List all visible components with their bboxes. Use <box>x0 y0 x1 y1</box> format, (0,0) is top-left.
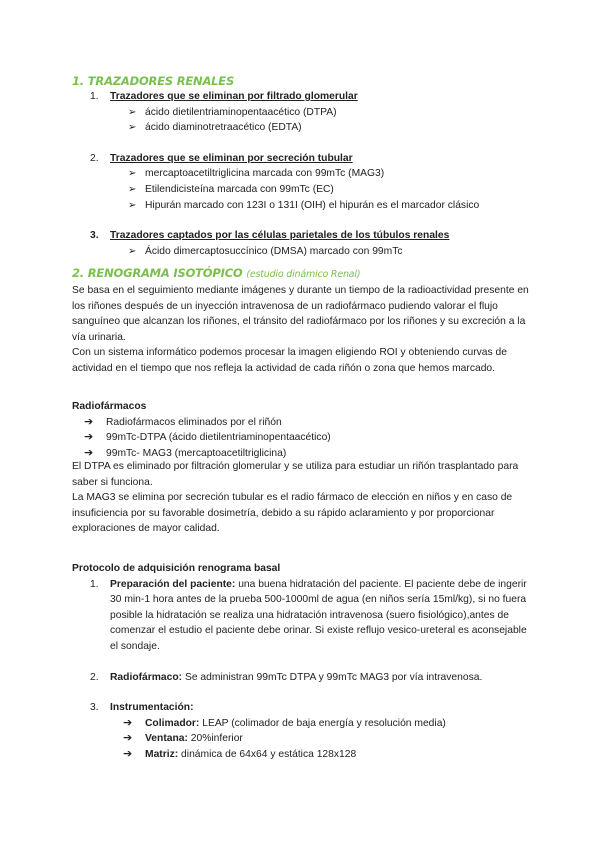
arrowhead-bullet-icon: ➢ <box>128 106 137 118</box>
arrowhead-bullet-icon: ➢ <box>128 168 137 180</box>
item-number: 2. <box>90 671 99 683</box>
paragraph: Con un sistema informático podemos procesar la imagen eligiendo ROI y obteniendo curvas de actividad en el tiempo que nos refleja la actividad de cada riñón o zona que hemos marcado. <box>72 347 507 374</box>
step-label: Radiofármaco: <box>110 671 183 683</box>
group-heading: Trazadores captados por las células parietales de los túbulos renales <box>110 230 450 242</box>
group-heading: Trazadores que se eliminan por secreción tubular <box>110 152 353 164</box>
list-item <box>72 151 532 167</box>
sub-list <box>72 166 532 213</box>
item-number: 3. <box>90 702 99 714</box>
section-renograma <box>72 265 532 377</box>
item-number: 3. <box>90 230 99 242</box>
section-title-renograma: 2. RENOGRAMA ISOTÓPICO (estudio dinámico Renal) <box>72 266 361 280</box>
list-item: ➢ Etilendicisteína marcada con 99mTc (EC) <box>128 182 532 198</box>
subheading: Protocolo de adquisición renograma basal <box>72 563 281 574</box>
list-item: ➔ Colimador: LEAP (colimador de baja energía y resolución media) <box>119 716 532 732</box>
paragraph: El DTPA es eliminado por filtración glomerular y se utiliza para estudiar un riñón trasplantado para saber si funciona. <box>72 461 519 488</box>
subheading: Radiofármacos <box>72 401 147 412</box>
list-item <box>72 228 532 244</box>
right-arrow-bullet-icon: ➔ <box>84 415 94 428</box>
section-trazadores <box>72 73 532 259</box>
arrowhead-bullet-icon: ➢ <box>128 199 137 211</box>
section-subtitle: (estudio dinámico Renal) <box>246 269 361 280</box>
right-arrow-bullet-icon: ➔ <box>123 732 133 745</box>
arrowhead-bullet-icon: ➢ <box>128 245 137 257</box>
arrowhead-bullet-icon: ➢ <box>128 183 137 195</box>
item-number: 1. <box>90 578 99 590</box>
list-item: ➢ mercaptoacetiltriglicina marcada con 99mTc (MAG3) <box>128 166 532 182</box>
protocol-block <box>72 561 532 763</box>
list-item: ➢ Hipurán marcado con 123I o 131I (OIH) el hipurán es el marcador clásico <box>128 198 532 214</box>
item-number: 2. <box>90 152 99 164</box>
sub-list <box>72 244 532 260</box>
item-number: 1. <box>90 91 99 102</box>
list-item <box>72 89 532 105</box>
list-item: ➢ ácido dietilentriaminopentaacético (DTPA) <box>128 105 532 121</box>
step-label: Preparación del paciente: <box>110 578 236 590</box>
list-item: ➢ ácido diaminotretraacético (EDTA) <box>128 120 532 136</box>
right-arrow-bullet-icon: ➔ <box>123 716 133 729</box>
arrowhead-bullet-icon: ➢ <box>128 122 137 134</box>
right-arrow-bullet-icon: ➔ <box>123 747 133 760</box>
paragraph: La MAG3 se elimina por secreción tubular es el radio fármaco de elección en niños y en caso de insuficiencia por su favorable dosimetría, debido a su rápido aclaramiento y por proporcionar exploraciones de mayor calidad. <box>72 492 513 535</box>
list-item: ➔ Ventana: 20%inferior <box>119 731 532 747</box>
step-text: Se administran 99mTc DTPA y 99mTc MAG3 por vía intravenosa. <box>182 671 483 683</box>
sub-list <box>72 105 532 136</box>
paragraph: Se basa en el seguimiento mediante imágenes y durante un tiempo de la radioactividad presente en los riñones después de un inyección intravenosa de un radiofármaco pudiendo valorar el flujo sanguíneo que alcanzan los riñones, el tránsito del radiofármaco por los riñones y su excreción a la vía urinaria. <box>72 285 529 343</box>
arrow-list <box>72 716 532 763</box>
list-item <box>72 700 532 716</box>
list-item: ➔ Radiofármacos eliminados por el riñón <box>80 415 532 431</box>
list-item: ➔ 99mTc-DTPA (ácido dietilentriaminopentaacético) <box>80 430 532 446</box>
paragraphs-block <box>72 444 532 537</box>
list-item: ➔ 99mTc- MAG3 (mercaptoacetiltriglicina) <box>80 446 532 462</box>
right-arrow-bullet-icon: ➔ <box>84 446 94 459</box>
list-item: ➢ Ácido dimercaptosuccínico (DMSA) marcado con 99mTc <box>128 244 532 260</box>
list-item <box>72 670 532 686</box>
right-arrow-bullet-icon: ➔ <box>84 431 94 444</box>
list-item <box>72 577 532 655</box>
group-heading: Trazadores que se eliminan por filtrado glomerular <box>110 91 358 102</box>
step-label: Instrumentación: <box>110 702 194 714</box>
step-text: una buena hidratación del paciente. El paciente debe de ingerir 30 min-1 hora antes de la prueba 500-1000ml de agua (en niños sería 15ml/kg), si no fuera posible la hidratación se realiza una hidratación intravenosa (suero fisiológico),antes de comenzar el estudio el paciente debe orinar. Si existe reflujo vesico-ureteral es aconsejable el sondaje. <box>110 578 527 652</box>
list-item: ➔ Matriz: dinámica de 64x64 y estática 128x128 <box>119 747 532 763</box>
section-title-trazadores: 1. TRAZADORES RENALES <box>72 74 235 88</box>
